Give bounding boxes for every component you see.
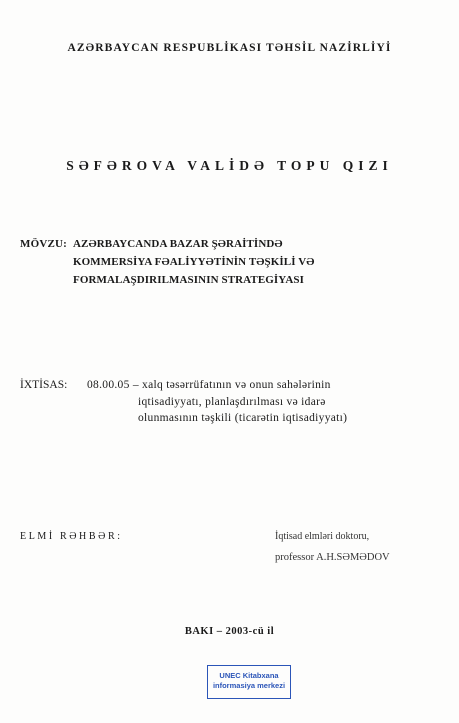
specialty-line: olunmasının təşkili (ticarətin iqtisadiyyatı) — [138, 412, 348, 424]
topic-line: AZƏRBAYCANDA BAZAR ŞƏRAİTİNDƏ — [73, 238, 283, 250]
adviser-degree: İqtisad elmləri doktoru, — [275, 531, 370, 542]
adviser-label: ELMİ RƏHBƏR: — [20, 531, 123, 542]
topic-label: MÖVZU: — [20, 238, 68, 250]
stamp-line: UNEC Kitabxana — [219, 671, 279, 680]
ministry-heading: AZƏRBAYCAN RESPUBLİKASI TƏHSİL NAZİRLİYİ — [67, 42, 392, 54]
specialty-label: İXTİSAS: — [20, 379, 68, 391]
library-stamp — [207, 665, 291, 699]
topic-line: KOMMERSİYA FƏALİYYƏTİNİN TƏŞKİLİ VƏ — [73, 256, 315, 268]
author-name: SƏFƏROVA VALİDƏ TOPU QIZI — [66, 158, 393, 173]
topic-line: FORMALAŞDIRILMASININ STRATEGİYASI — [73, 274, 304, 286]
adviser-name: professor A.H.SƏMƏDOV — [275, 552, 390, 563]
stamp-line: informasiya merkezi — [212, 681, 286, 690]
city-year: BAKI – 2003-cü il — [184, 626, 275, 637]
specialty-line: 08.00.05 – xalq təsərrüfatının və onun sahələrinin — [87, 379, 331, 391]
specialty-line: iqtisadiyyatı, planlaşdırılması və idarə — [138, 396, 326, 408]
